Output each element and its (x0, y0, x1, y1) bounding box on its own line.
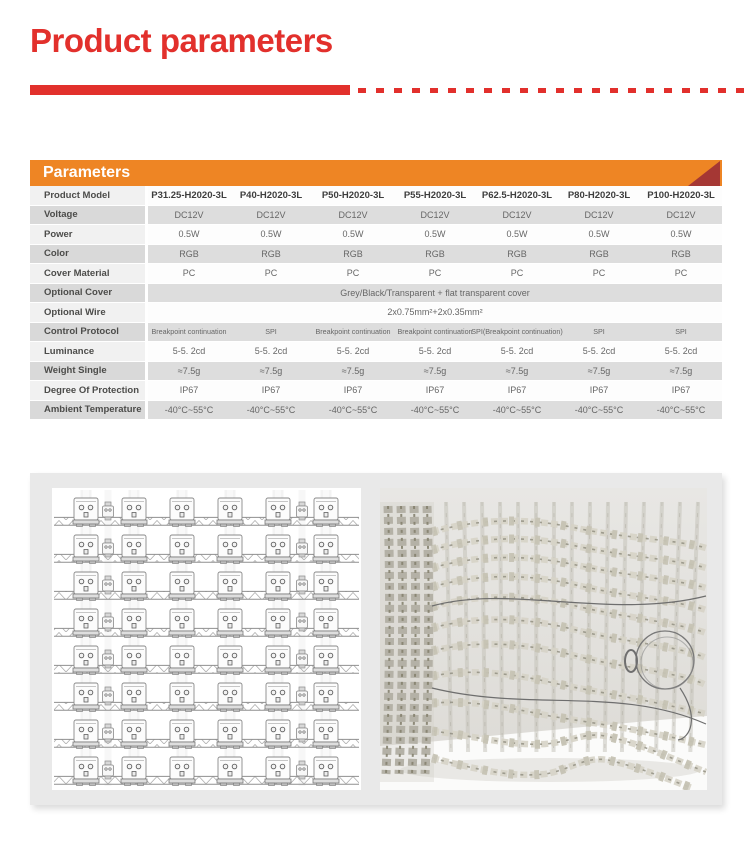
header-corner-accent (688, 161, 720, 186)
led-mesh-photo-svg (380, 488, 707, 790)
spec-row-label: Optional Cover (30, 284, 148, 303)
spec-row-label: Luminance (30, 342, 148, 361)
spec-cell: 0.5W (178, 229, 200, 240)
spec-cell: RGB (179, 248, 199, 259)
mesh-rolled-edge (380, 502, 434, 782)
parameters-header-label: Parameters (43, 164, 131, 181)
spec-cell: 5-5. 2cd (582, 346, 616, 357)
spec-cell: IP67 (343, 385, 363, 396)
spec-cell: PC (674, 268, 688, 279)
image-panel (30, 473, 722, 805)
led-strip-row (54, 535, 359, 564)
spec-row-label: Optional Wire (30, 303, 148, 322)
spec-cell: P31.25-H2020-3L (151, 189, 227, 201)
spec-cell: 5-5. 2cd (418, 346, 452, 357)
spec-row-values (148, 206, 722, 225)
spec-row-values (148, 303, 722, 322)
spec-cell: P50-H2020-3L (321, 189, 385, 201)
spec-cell: PC (346, 268, 360, 279)
spec-cell: RGB (343, 248, 363, 259)
spec-cell: -40°C~55°C (492, 404, 542, 415)
spec-cell: 0.5W (670, 229, 692, 240)
spec-cell: IP67 (425, 385, 445, 396)
spec-row-values (148, 381, 722, 400)
spec-row-label: Voltage (30, 206, 148, 225)
table-row (30, 342, 722, 362)
spec-cell: PC (592, 268, 606, 279)
table-row (30, 401, 722, 421)
spec-row-values (148, 245, 722, 264)
spec-cell: P55-H2020-3L (403, 189, 467, 201)
spec-cell: Breakpoint continuation (315, 327, 391, 337)
spec-cell: Breakpoint continuation (397, 327, 473, 337)
table-row (30, 284, 722, 304)
spec-cell: DC12V (502, 209, 532, 220)
spec-row-values (148, 225, 722, 244)
spec-cell: SPI (593, 327, 605, 337)
led-mesh-photo (380, 488, 707, 790)
spec-row-label: Power (30, 225, 148, 244)
table-row (30, 323, 722, 343)
spec-cell: ≈7.5g (177, 365, 201, 376)
spec-cell: Breakpoint continuation (151, 327, 227, 337)
spec-cell: ≈7.5g (259, 365, 283, 376)
spec-table (30, 186, 722, 420)
spec-row-label: Cover Material (30, 264, 148, 283)
table-row (30, 245, 722, 265)
spec-cell: RGB (671, 248, 691, 259)
spec-cell: IP67 (261, 385, 281, 396)
spec-cell: ≈7.5g (587, 365, 611, 376)
spec-cell: 5-5. 2cd (254, 346, 288, 357)
table-row (30, 225, 722, 245)
spec-cell: DC12V (666, 209, 696, 220)
parameters-header (30, 160, 722, 186)
spec-row-values (148, 401, 722, 420)
spec-cell: DC12V (256, 209, 286, 220)
spec-cell: -40°C~55°C (164, 404, 214, 415)
spec-row-label: Product Model (30, 186, 148, 205)
spec-cell: PC (264, 268, 278, 279)
spec-span-cell: 2x0.75mm²+2x0.35mm² (387, 307, 483, 318)
spec-cell: RGB (425, 248, 445, 259)
spec-row-label: Color (30, 245, 148, 264)
spec-row-values (148, 323, 722, 342)
led-strip-drawing-svg (52, 488, 361, 790)
spec-cell: PC (182, 268, 196, 279)
table-row (30, 303, 722, 323)
table-row (30, 206, 722, 226)
spec-cell: 5-5. 2cd (336, 346, 370, 357)
spec-cell: RGB (261, 248, 281, 259)
title-underline-dashed (358, 88, 748, 93)
spec-cell: IP67 (179, 385, 199, 396)
spec-cell: -40°C~55°C (246, 404, 296, 415)
table-row (30, 381, 722, 401)
spec-cell: SPI(Breakpoint continuation) (471, 327, 563, 337)
spec-row-values (148, 264, 722, 283)
spec-cell: 5-5. 2cd (664, 346, 698, 357)
spec-cell: P62.5-H2020-3L (481, 189, 553, 201)
spec-cell: IP67 (671, 385, 691, 396)
spec-cell: PC (510, 268, 524, 279)
led-strip-row (54, 720, 359, 749)
spec-cell: DC12V (338, 209, 368, 220)
spec-cell: 0.5W (342, 229, 364, 240)
led-strip-drawing (52, 488, 361, 790)
spec-row-label: Degree Of Protection (30, 381, 148, 400)
led-strip-row (54, 757, 359, 786)
spec-cell: 0.5W (588, 229, 610, 240)
spec-cell: RGB (589, 248, 609, 259)
spec-cell: PC (428, 268, 442, 279)
spec-cell: P80-H2020-3L (567, 189, 631, 201)
spec-cell: RGB (507, 248, 527, 259)
spec-row-values (148, 342, 722, 361)
spec-cell: -40°C~55°C (574, 404, 624, 415)
spec-cell: -40°C~55°C (410, 404, 460, 415)
led-strip-row (54, 609, 359, 638)
spec-cell: ≈7.5g (341, 365, 365, 376)
spec-cell: P40-H2020-3L (239, 189, 303, 201)
spec-row-label: Ambient Temperature (30, 401, 148, 420)
spec-cell: IP67 (589, 385, 609, 396)
table-row (30, 186, 722, 206)
spec-cell: 5-5. 2cd (500, 346, 534, 357)
spec-cell: 0.5W (424, 229, 446, 240)
spec-cell: SPI (675, 327, 687, 337)
spec-cell: ≈7.5g (669, 365, 693, 376)
page-title: Product parameters (30, 22, 333, 59)
spec-row-values (148, 186, 722, 205)
spec-row-values (148, 284, 722, 303)
spec-row-values (148, 362, 722, 381)
led-strip-row (54, 646, 359, 675)
spec-cell: ≈7.5g (505, 365, 529, 376)
led-strip-row (54, 683, 359, 712)
spec-cell: P100-H2020-3L (647, 189, 715, 201)
spec-cell: 5-5. 2cd (172, 346, 206, 357)
led-strip-row (54, 572, 359, 601)
led-strip-row (54, 498, 359, 527)
spec-cell: ≈7.5g (423, 365, 447, 376)
title-underline-solid (30, 85, 350, 95)
spec-cell: 0.5W (260, 229, 282, 240)
spec-cell: IP67 (507, 385, 527, 396)
spec-cell: DC12V (420, 209, 450, 220)
spec-span-cell: Grey/Black/Transparent + flat transparent cover (340, 287, 530, 298)
spec-cell: DC12V (174, 209, 204, 220)
spec-cell: DC12V (584, 209, 614, 220)
spec-cell: SPI (265, 327, 277, 337)
spec-cell: -40°C~55°C (328, 404, 378, 415)
spec-cell: 0.5W (506, 229, 528, 240)
spec-row-label: Control Protocol (30, 323, 148, 342)
spec-cell: -40°C~55°C (656, 404, 706, 415)
table-row (30, 264, 722, 284)
spec-row-label: Weight Single (30, 362, 148, 381)
table-row (30, 362, 722, 382)
